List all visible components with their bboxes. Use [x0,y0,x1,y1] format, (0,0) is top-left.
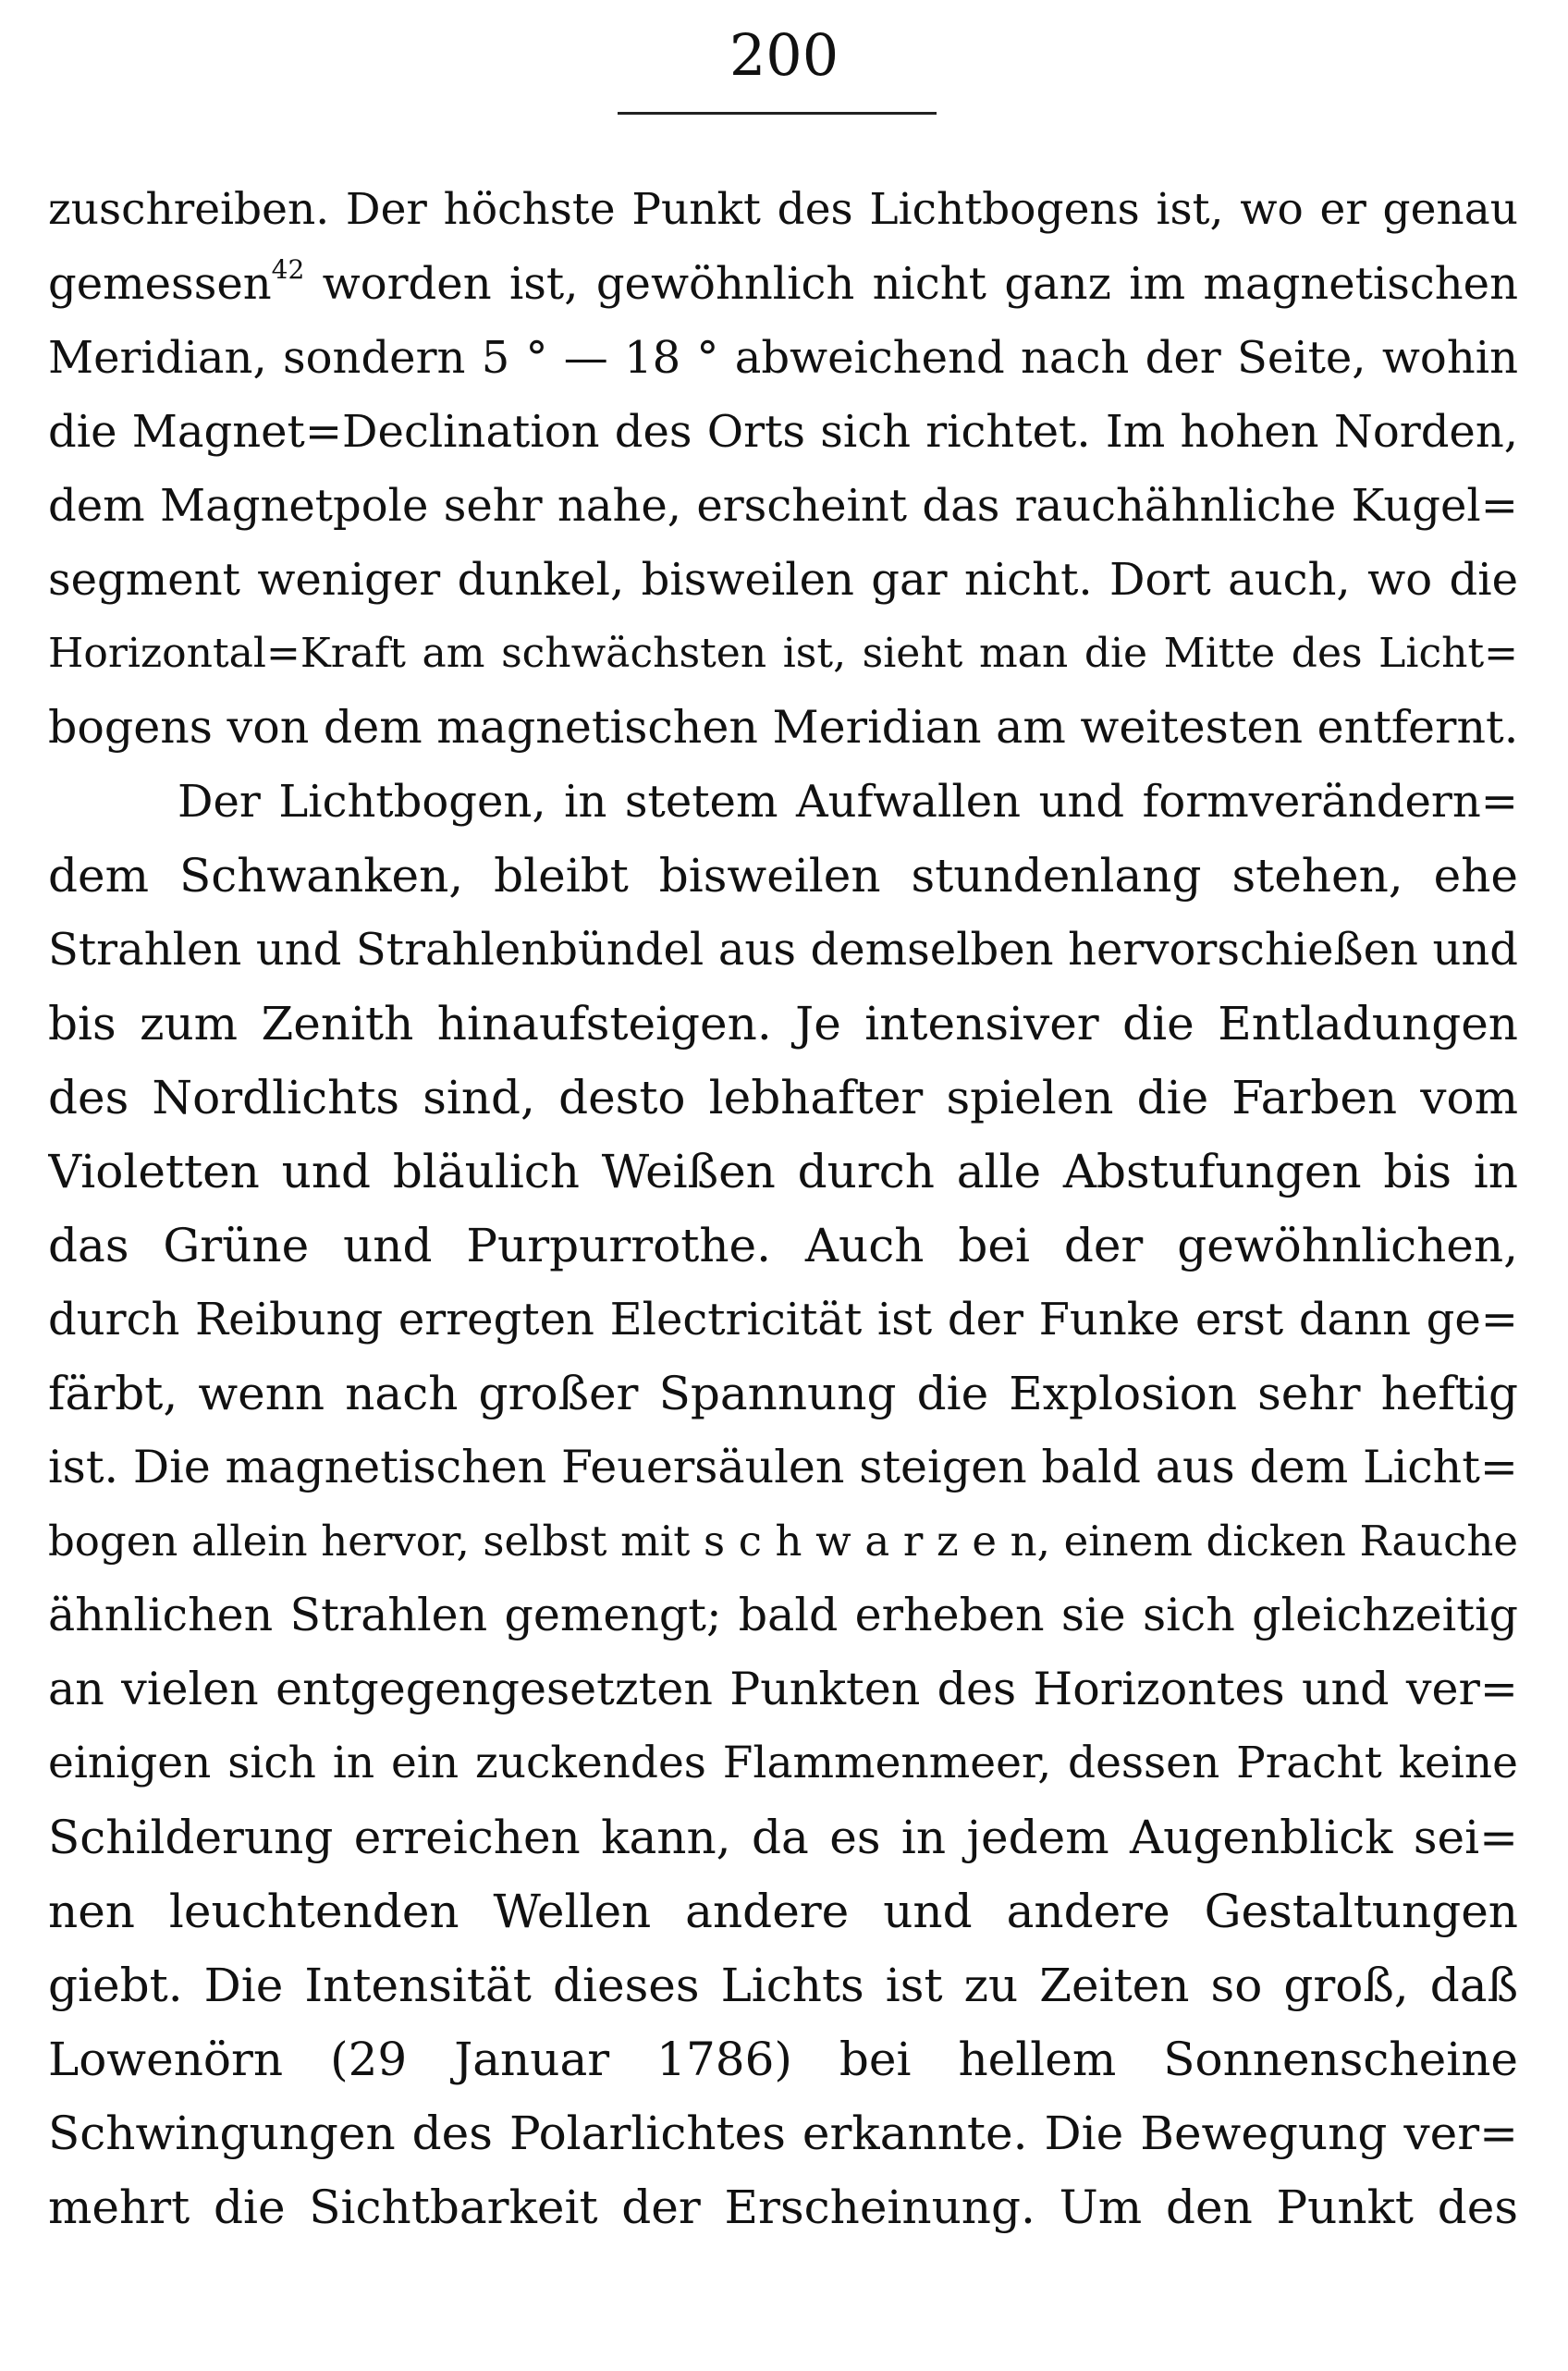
page-number: 200 [729,21,839,89]
text-fragment: gemessen [48,258,272,310]
header-rule [618,112,937,115]
text-line: zuschreiben. Der höchste Punkt des Lichtbogens ist, wo er genau [48,184,1518,235]
text-line: dem Magnetpole sehr nahe, erscheint das rauchähnliche Kugel= [48,480,1518,532]
text-line: einigen sich in ein zuckendes Flammenmeer, dessen Pracht keine [48,1738,1518,1788]
text-line: Schwingungen des Polarlichtes erkannte. Die Bewegung ver= [48,2107,1518,2160]
text-fragment: worden ist, gewöhnlich nicht ganz im magnetischen [304,258,1518,310]
footnote-reference: 42 [271,254,305,285]
text-line: Der Lichtbogen, in stetem Aufwallen und formverändern= [178,776,1518,828]
text-line: Schilderung erreichen kann, da es in jedem Augenblick sei= [48,1811,1518,1864]
text-line: färbt, wenn nach großer Spannung die Explosion sehr heftig [48,1367,1518,1420]
text-line: nen leuchtenden Wellen andere und andere Gestaltungen [48,1885,1518,1938]
text-line: bogens von dem magnetischen Meridian am weitesten entfernt. [48,701,1518,754]
text-line: des Nordlichts sind, desto lebhafter spielen die Farben vom [48,1071,1518,1124]
text-line: mehrt die Sichtbarkeit der Erscheinung. Um den Punkt des [48,2181,1518,2234]
text-line: giebt. Die Intensität dieses Lichts ist zu Zeiten so groß, daß [48,1959,1518,2012]
text-line: durch Reibung erregten Electricität ist der Funke erst dann ge= [48,1294,1518,1345]
text-line: segment weniger dunkel, bisweilen gar nicht. Dort auch, wo die [48,554,1518,606]
text-line: bogen allein hervor, selbst mit s c h w a r z e n, einem dicken Rauche [48,1517,1518,1566]
text-line: Lowenörn (29 Januar 1786) bei hellem Sonnenscheine [48,2033,1518,2086]
text-line: Meridian, sondern 5 ° — 18 ° abweichend nach der Seite, wohin [48,332,1518,384]
text-line [48,247,1518,321]
text-line: ist. Die magnetischen Feuersäulen steigen bald aus dem Licht= [48,1441,1518,1493]
text-line: ähnlichen Strahlen gemengt; bald erheben sie sich gleichzeitig [48,1589,1518,1641]
text-line: Violetten und bläulich Weißen durch alle Abstufungen bis in [48,1145,1518,1198]
body-text [48,173,1518,2244]
text-line: das Grüne und Purpurrothe. Auch bei der gewöhnlichen, [48,1219,1518,1272]
text-line: die Magnet=Declination des Orts sich richtet. Im hohen Norden, [48,406,1518,458]
text-line: bis zum Zenith hinaufsteigen. Je intensiver die Entladungen [48,997,1518,1050]
text-line: Horizontal=Kraft am schwächsten ist, sieht man die Mitte des Licht= [48,630,1518,677]
text-line: dem Schwanken, bleibt bisweilen stundenlang stehen, ehe [48,849,1518,903]
text-line: Strahlen und Strahlenbündel aus demselben hervorschießen und [48,924,1518,976]
text-line: an vielen entgegengesetzten Punkten des Horizontes und ver= [48,1663,1518,1715]
